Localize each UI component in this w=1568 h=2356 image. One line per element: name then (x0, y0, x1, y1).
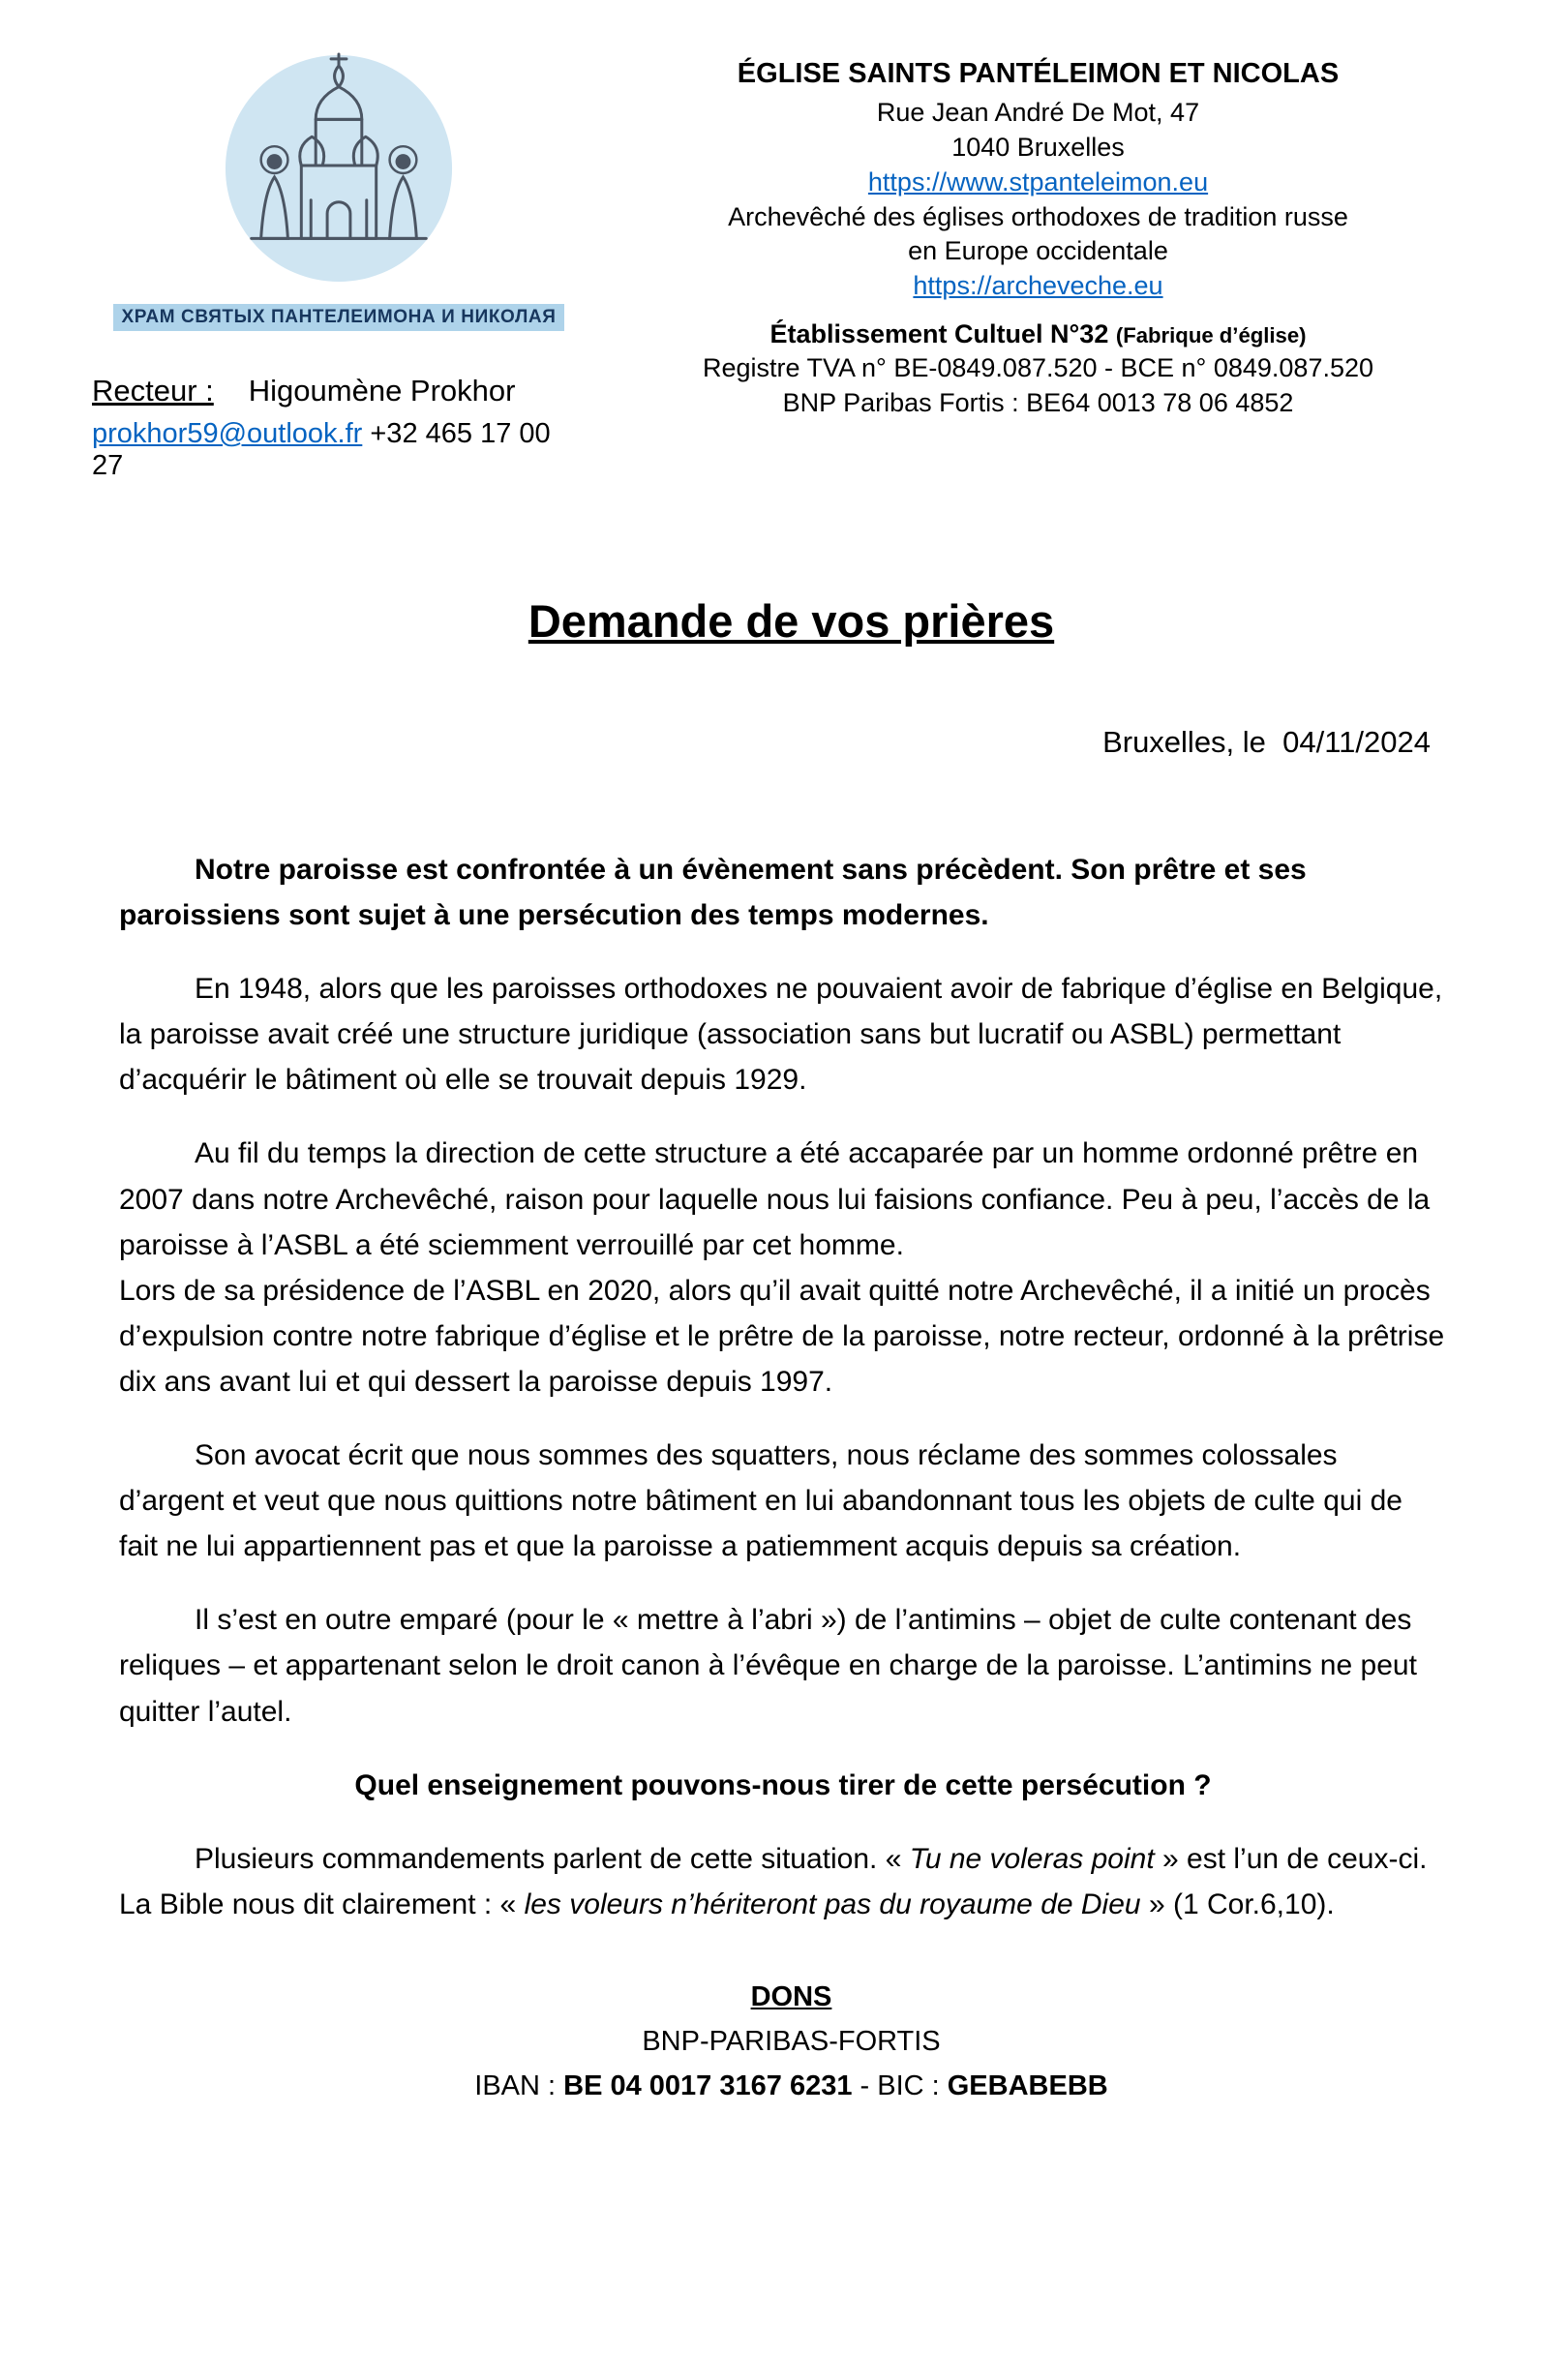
logo-caption: ХРАМ СВЯТЫХ ПАНТЕЛЕИМОНА И НИКОЛАЯ (113, 304, 565, 331)
dons-bank-name: BNP-PARIBAS-FORTIS (642, 2025, 941, 2057)
church-logo-icon (219, 48, 459, 288)
letterhead-right (586, 45, 1491, 482)
document-title: Demande de vos prières (528, 595, 1055, 647)
org-vat-line: Registre TVA n° BE-0849.087.520 - BCE n° 0849.087.520 (702, 353, 1374, 383)
org-name: ÉGLISE SAINTS PANTÉLEIMON ET NICOLAS (737, 58, 1340, 89)
paragraph-avocat: Son avocat écrit que nous sommes des squatters, nous réclame des sommes colossales d’argent et veut que nous quittions notre bâtiment en lui abandonnant tous les objets de culte qui de fait ne lui appartiennent pas et que la paroisse a patiemment acquis depuis sa création. (119, 1439, 1402, 1563)
rector-name: Higoumène Prokhor (248, 374, 516, 408)
dateline: Bruxelles, le 04/11/2024 (1102, 725, 1431, 759)
paragraph-antimins: Il s’est en outre emparé (pour le « mettre à l’abri ») de l’antimins – objet de culte contenant des reliques – et appartenant selon le droit canon à l’évêque en charge de la paroisse. L’antimins ne peut quitter l’autel. (119, 1604, 1417, 1728)
org-address-line1: Rue Jean André De Mot, 47 (876, 98, 1200, 127)
archdiocese-website-row (586, 271, 1491, 302)
paragraph-intro: Notre paroisse est confrontée à un évènement sans précèdent. Son prêtre et ses paroissiens sont sujet à une persécution des temps modernes. (119, 854, 1307, 932)
letterhead (92, 45, 1491, 482)
dons-iban-line: IBAN : BE 04 0017 3167 6231 - BIC : GEBABEBB (474, 2069, 1108, 2101)
paragraph-commandements: Plusieurs commandements parlent de cette situation. « Tu ne voleras point » est l’un de ceux-ci. La Bible nous dit clairement : « les voleurs n’hériteront pas du royaume de Dieu » (1 Cor.6,10). (119, 1842, 1428, 1920)
org-archdiocese-line2: en Europe occidentale (908, 236, 1168, 266)
rector-email-link[interactable]: prokhor59@outlook.fr (92, 418, 363, 449)
org-bank-line: BNP Paribas Fortis : BE64 0013 78 06 4852 (782, 388, 1294, 418)
letterhead-left (92, 45, 586, 482)
rector-label: Recteur : (92, 374, 214, 408)
parish-logo (92, 48, 586, 288)
org-establishment-line: Établissement Cultuel N°32 (Fabrique d’église) (769, 319, 1307, 349)
rector-contact (92, 418, 586, 482)
letter-body (119, 847, 1447, 1927)
parish-website-link[interactable]: https://www.stpanteleimon.eu (867, 166, 1209, 196)
paragraph-structure: Au fil du temps la direction de cette structure a été accaparée par un homme ordonné prêtre en 2007 dans notre Archevêché, raison pour laquelle nous lui faisions confiance. Peu à peu, l’accès de la paroisse à l’ASBL a été sciemment verrouillé par cet homme. (119, 1137, 1431, 1261)
paragraph-presidence: Lors de sa présidence de l’ASBL en 2020, alors qu’il avait quitté notre Archevêché, il a initié un procès d’expulsion contre notre fabrique d’église et le prêtre de la paroisse, notre recteur, ordonné à la prêtrise dix ans avant lui et qui dessert la paroisse depuis 1997. (119, 1274, 1445, 1398)
archdiocese-website-link[interactable]: https://archeveche.eu (913, 271, 1163, 301)
donations-section (92, 1981, 1491, 2102)
paragraph-question: Quel enseignement pouvons-nous tirer de cette persécution ? (354, 1768, 1212, 1801)
org-archdiocese-line1: Archevêché des églises orthodoxes de tradition russe (728, 201, 1348, 231)
org-address-line2: 1040 Bruxelles (951, 132, 1125, 162)
org-website-row (586, 167, 1491, 198)
dons-heading: DONS (750, 1980, 832, 2012)
rector-line (92, 374, 586, 408)
logo-caption-wrap (92, 304, 586, 331)
rector-phone: +32 465 17 00 27 (92, 418, 551, 481)
paragraph-1948: En 1948, alors que les paroisses orthodoxes ne pouvaient avoir de fabrique d’église en Belgique, la paroisse avait créé une structure juridique (association sans but lucratif ou ASBL) permettant d’acquérir le bâtiment où elle se trouvait depuis 1929. (119, 973, 1443, 1097)
